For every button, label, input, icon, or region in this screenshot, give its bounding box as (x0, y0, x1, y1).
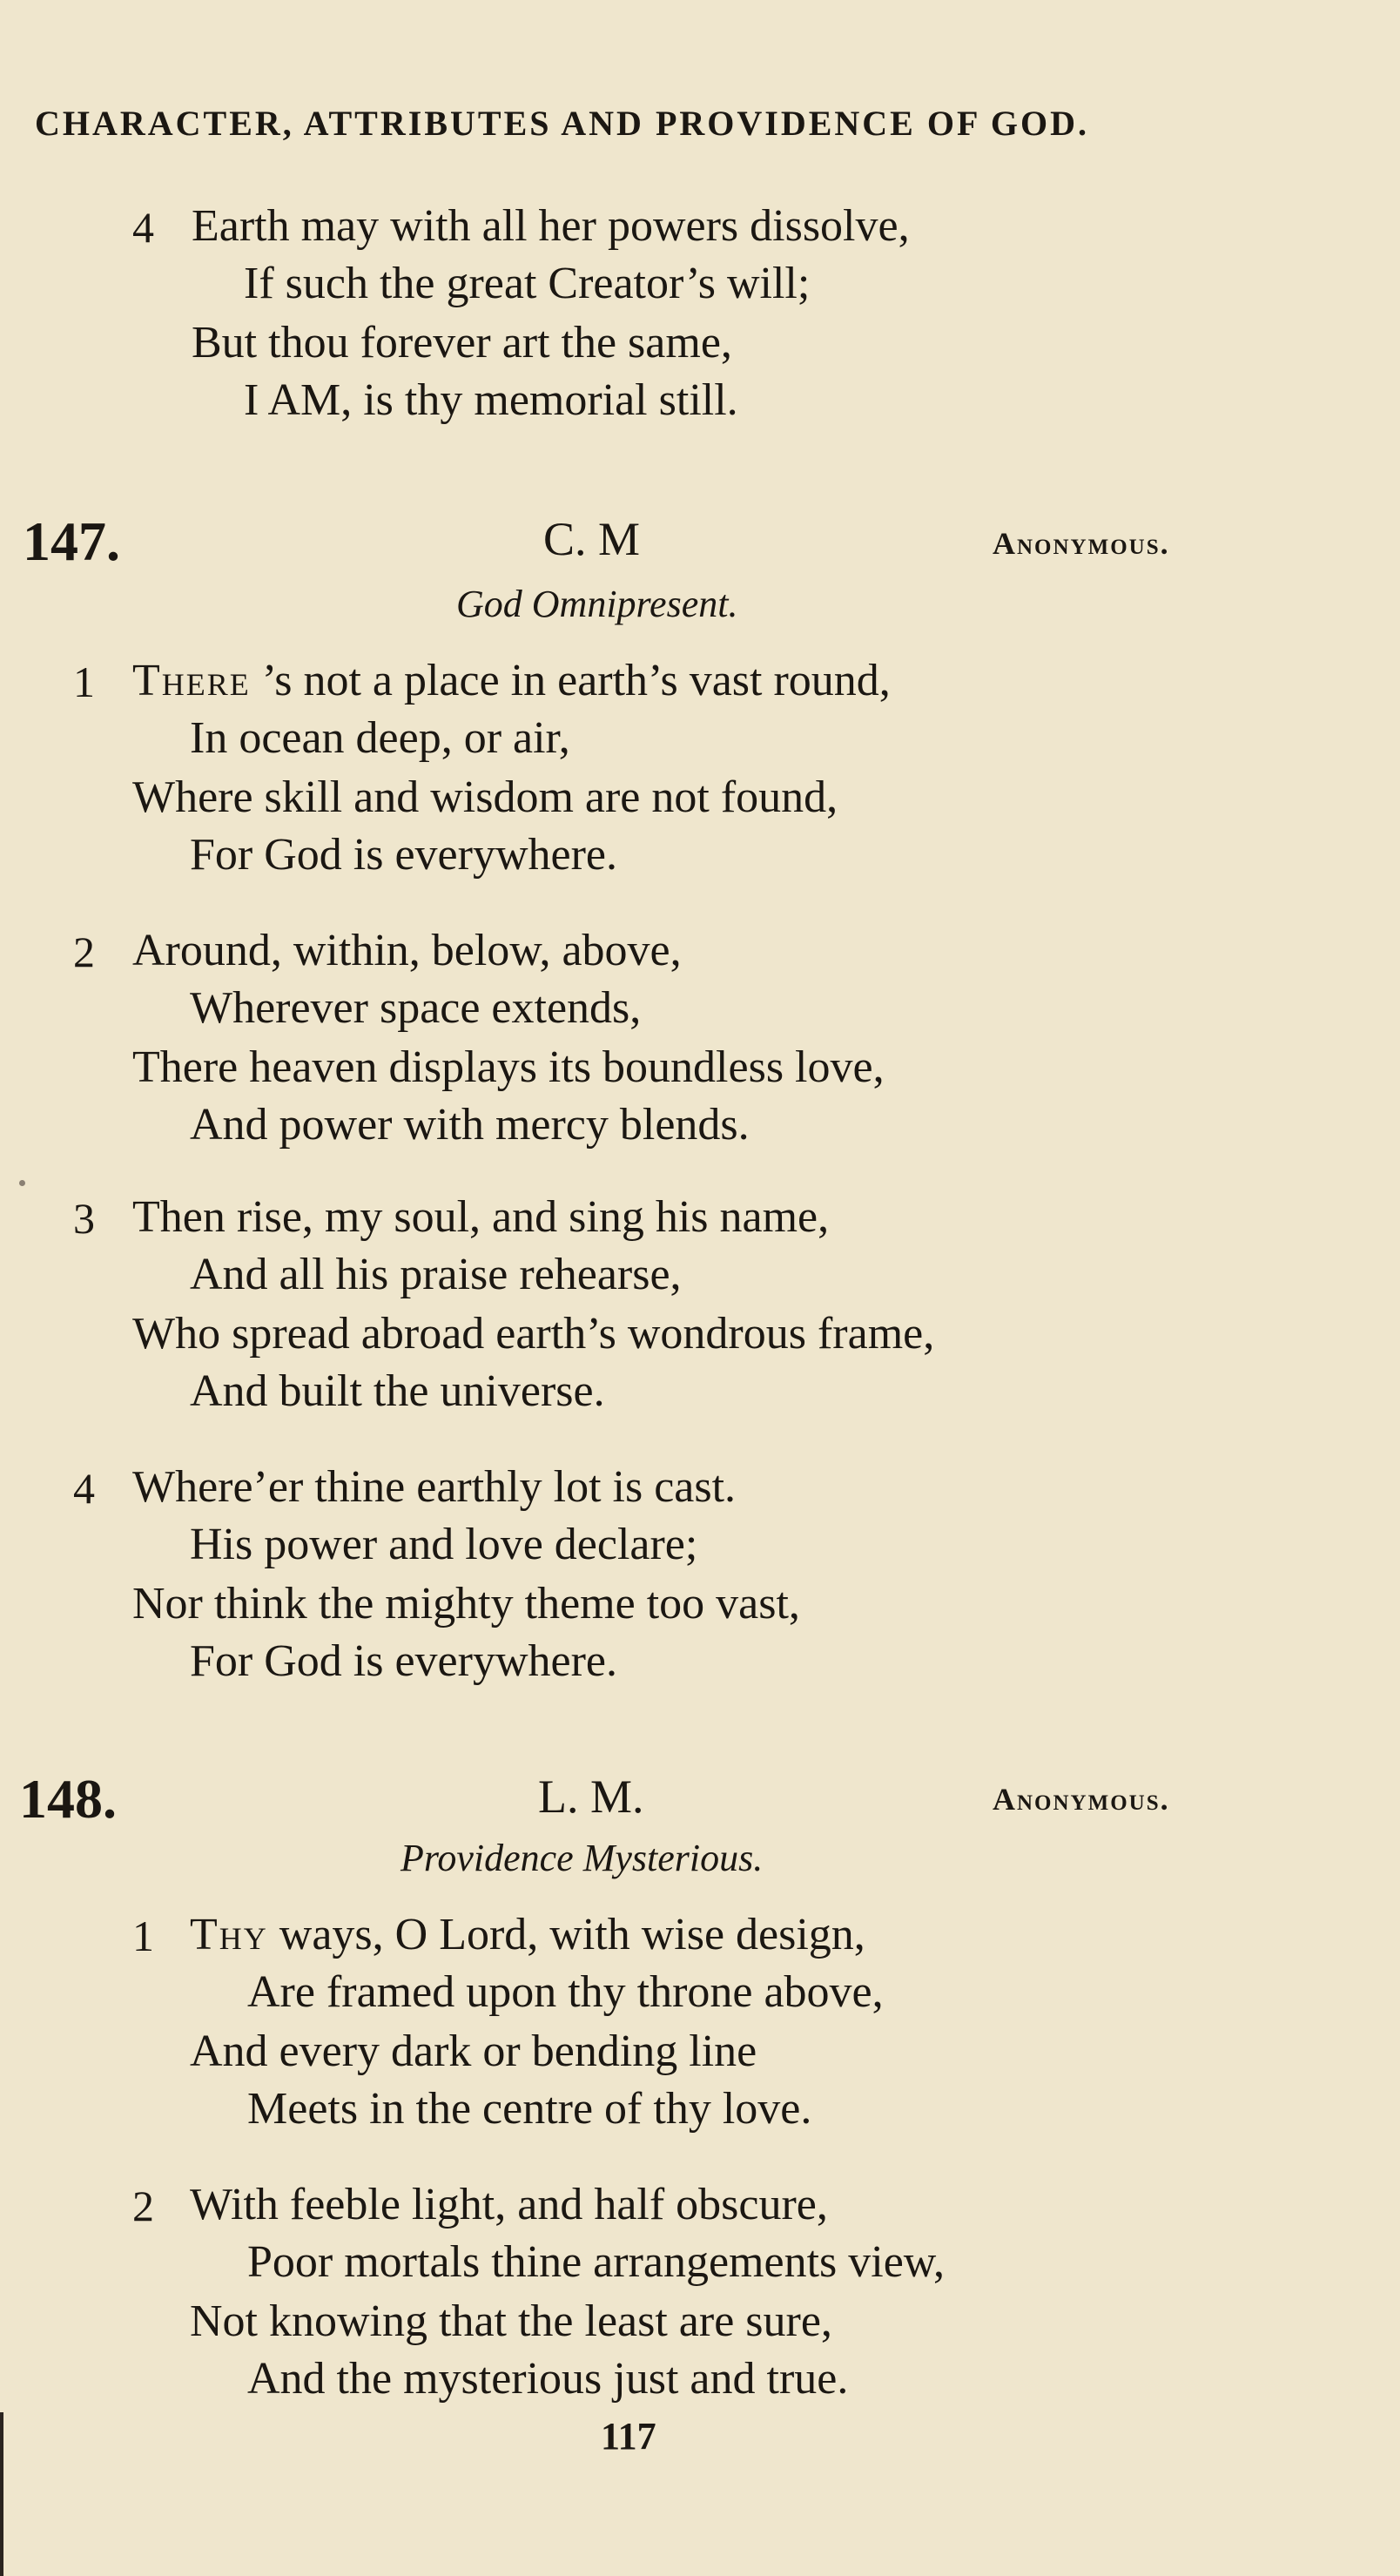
running-head: CHARACTER, ATTRIBUTES AND PROVIDENCE OF GOD. (35, 104, 1090, 143)
first-word: There (132, 656, 251, 705)
verse-line: For God is everywhere. (190, 830, 617, 880)
verse-line (132, 658, 891, 704)
verse-line: If such the great Creator’s will; (244, 259, 811, 308)
verse-line (190, 1912, 865, 1958)
verse-line: Nor think the mighty theme too vast, (132, 1579, 800, 1629)
verse-line: There heaven displays its boundless love, (132, 1042, 885, 1092)
verse-line: Not knowing that the least are sure, (190, 2296, 832, 2346)
hymn-meter: L. M. (538, 1770, 644, 1823)
verse-line: I AM, is thy memorial still. (244, 375, 738, 425)
stanza-number: 2 (132, 2182, 154, 2230)
line-rest: ’s not a place in earth’s vast round, (250, 656, 891, 705)
first-word: Thy (190, 1910, 268, 1959)
print-speck (19, 1180, 25, 1186)
verse-line: Where’er thine earthly lot is cast. (132, 1462, 737, 1512)
stanza-number: 2 (73, 927, 95, 976)
stanza-number: 1 (132, 1912, 154, 1960)
verse-line: In ocean deep, or air, (190, 713, 570, 763)
hymn-title: Providence Mysterious. (400, 1837, 764, 1879)
verse-line: Meets in the centre of thy love. (247, 2084, 812, 2134)
verse-line: His power and love declare; (190, 1520, 698, 1569)
hymn-author: Anonymous. (993, 1782, 1170, 1817)
verse-line: With feeble light, and half obscure, (190, 2180, 828, 2229)
hymn-author: Anonymous. (993, 526, 1170, 561)
verse-line: Earth may with all her powers dissolve, (192, 201, 910, 251)
line-rest: ways, O Lord, with wise design, (267, 1910, 865, 1959)
verse-line: Are framed upon thy throne above, (247, 1967, 884, 2017)
stanza-number: 1 (73, 657, 95, 706)
hymn-number: 148. (19, 1768, 117, 1830)
verse-line: Poor mortals thine arrangements view, (247, 2237, 945, 2287)
verse-line: And every dark or bending line (190, 2026, 757, 2076)
verse-line: Wherever space extends, (190, 983, 642, 1033)
page-number: 117 (601, 2415, 656, 2458)
stanza-number: 4 (132, 203, 154, 252)
verse-line: And the mysterious just and true. (247, 2354, 849, 2404)
verse-line: And built the universe. (190, 1366, 605, 1416)
margin-rule (0, 2412, 3, 2576)
verse-line: And power with mercy blends. (190, 1100, 750, 1150)
hymn-number: 147. (23, 510, 120, 572)
verse-line: Around, within, below, above, (132, 926, 682, 975)
verse-line: Then rise, my soul, and sing his name, (132, 1192, 830, 1242)
verse-line: But thou forever art the same, (192, 318, 732, 368)
verse-line: For God is everywhere. (190, 1636, 617, 1686)
verse-line: Who spread abroad earth’s wondrous frame, (132, 1309, 935, 1359)
stanza-number: 4 (73, 1464, 95, 1513)
hymn-title: God Omnipresent. (456, 583, 738, 625)
hymn-meter: C. M (543, 513, 641, 565)
verse-line: Where skill and wisdom are not found, (132, 772, 838, 822)
verse-line: And all his praise rehearse, (190, 1250, 682, 1299)
stanza-number: 3 (73, 1194, 95, 1243)
